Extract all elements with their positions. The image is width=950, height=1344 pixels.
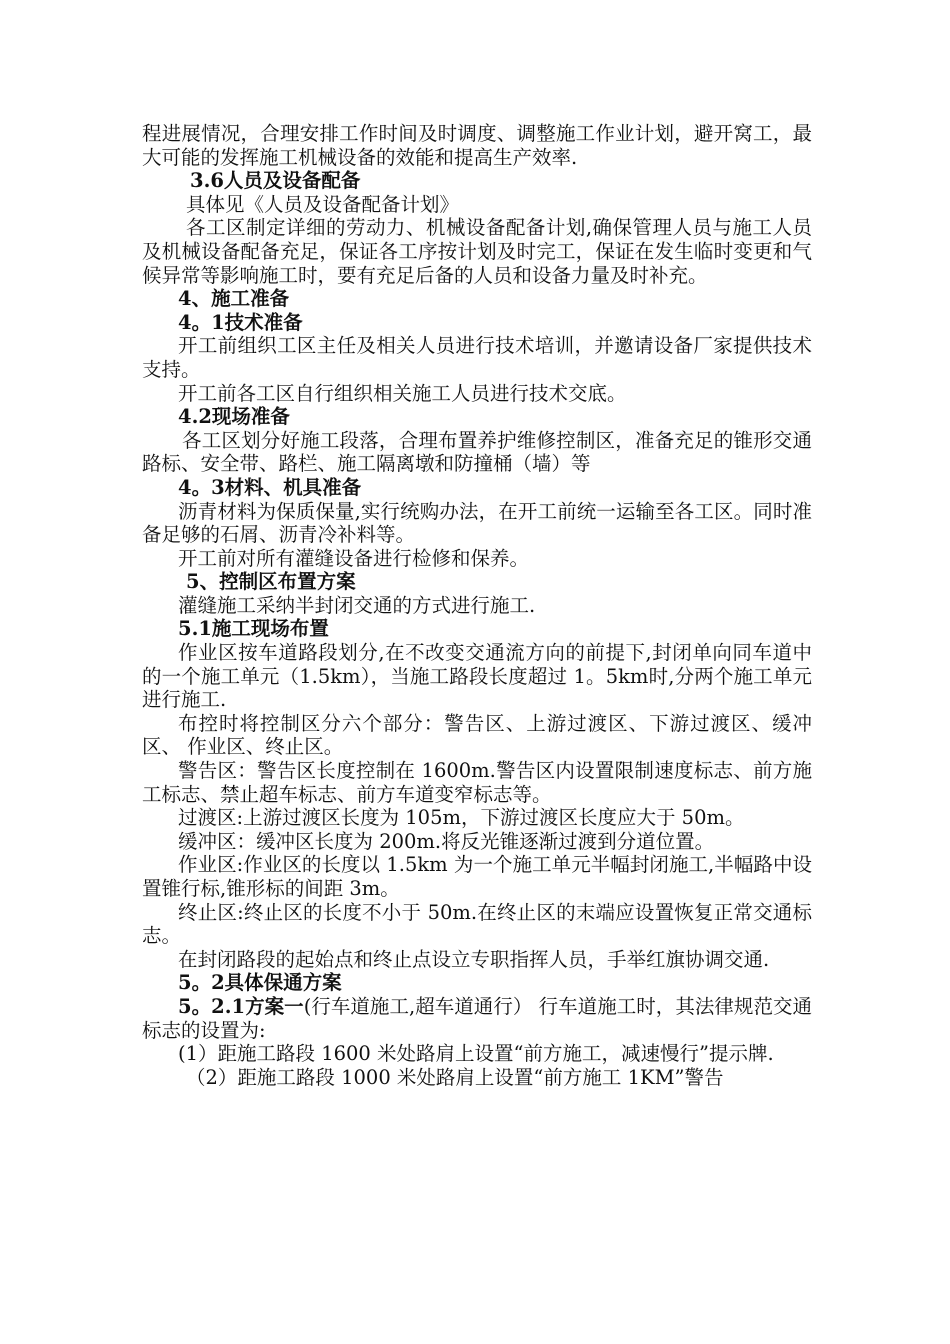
section-heading: 4、施工准备 [178,287,290,311]
list-item: (1）距施工路段 1600 米处路肩上设置“前方施工，减速慢行”提示牌. [178,1042,774,1066]
section-heading: 4.2现场准备 [178,405,290,429]
section-heading: 3.6人员及设备配备 [190,169,361,193]
section-heading: 4。1技术准备 [178,310,303,334]
paragraph [142,995,812,1042]
list-item: （2）距施工路段 1000 米处路肩上设置“前方施工 1KM”警告 [186,1065,724,1089]
paragraph: 警告区：警告区长度控制在 1600m.警告区内设置限制速度标志、前方施工标志、禁止超车标志、前方车道变窄标志等。 [142,759,812,806]
paragraph: 各工区制定详细的劳动力、机械设备配备计划,确保管理人员与施工人员及机械设备配备充足，保证各工序按计划及时完工，保证在发生临时变更和气候异常等影响施工时，要有充足后备的人员和设备力量及时补充。 [142,216,812,287]
paragraph: 沥青材料为保质保量,实行统购办法，在开工前统一运输至各工区。同时准备足够的石屑、沥青冷补料等。 [142,499,812,547]
paragraph: 缓冲区：缓冲区长度为 200m.将反光锥逐渐过渡到分道位置。 [178,829,715,853]
paragraph-text: (行车道施工,超车道通行） 行车道施工时，其法律规范交通标志的设置为: [142,994,812,1042]
section-heading: 5.1施工现场布置 [178,617,329,641]
paragraph: 作业区按车道路段划分,在不改变交通流方向的前提下,封闭单向同车道中的一个施工单元（1.5km），当施工路段长度超过 1。5km时,分两个施工单元进行施工. [142,641,812,712]
paragraph: 过渡区:上游过渡区长度为 105m，下游过渡区长度应大于 50m。 [178,806,745,830]
paragraph: 开工前组织工区主任及相关人员进行技术培训，并邀请设备厂家提供技术支持。 [142,334,812,381]
paragraph: 布控时将控制区分六个部分：警告区、上游过渡区、下游过渡区、缓冲区、 作业区、终止区。 [142,711,812,759]
paragraph: 在封闭路段的起始点和终止点设立专职指挥人员，手举红旗协调交通. [178,947,770,971]
section-heading: 5。2具体保通方案 [178,971,342,995]
section-heading: 4。3材料、机具准备 [178,475,362,499]
paragraph: 开工前各工区自行组织相关施工人员进行技术交底。 [178,381,627,405]
subsection-heading: 5。2.1方案一 [178,994,304,1018]
paragraph: 灌缝施工采纳半封闭交通的方式进行施工. [178,593,536,617]
section-heading: 5、控制区布置方案 [186,570,356,594]
document-body [142,122,812,1089]
paragraph: 终止区:终止区的长度不小于 50m.在终止区的末端应设置恢复正常交通标志。 [142,900,812,948]
paragraph: 程进展情况，合理安排工作时间及时调度、调整施工作业计划，避开窝工，最大可能的发挥施工机械设备的效能和提高生产效率. [142,122,812,169]
paragraph: 各工区划分好施工段落，合理布置养护维修控制区，准备充足的锥形交通路标、安全带、路栏、施工隔离墩和防撞桶（墙）等 [142,428,812,476]
paragraph: 开工前对所有灌缝设备进行检修和保养。 [178,546,530,570]
paragraph: 具体见《人员及设备配备计划》 [186,192,460,216]
paragraph: 作业区:作业区的长度以 1.5km 为一个施工单元半幅封闭施工,半幅路中设置锥行标,锥形标的间距 3m。 [142,853,812,900]
